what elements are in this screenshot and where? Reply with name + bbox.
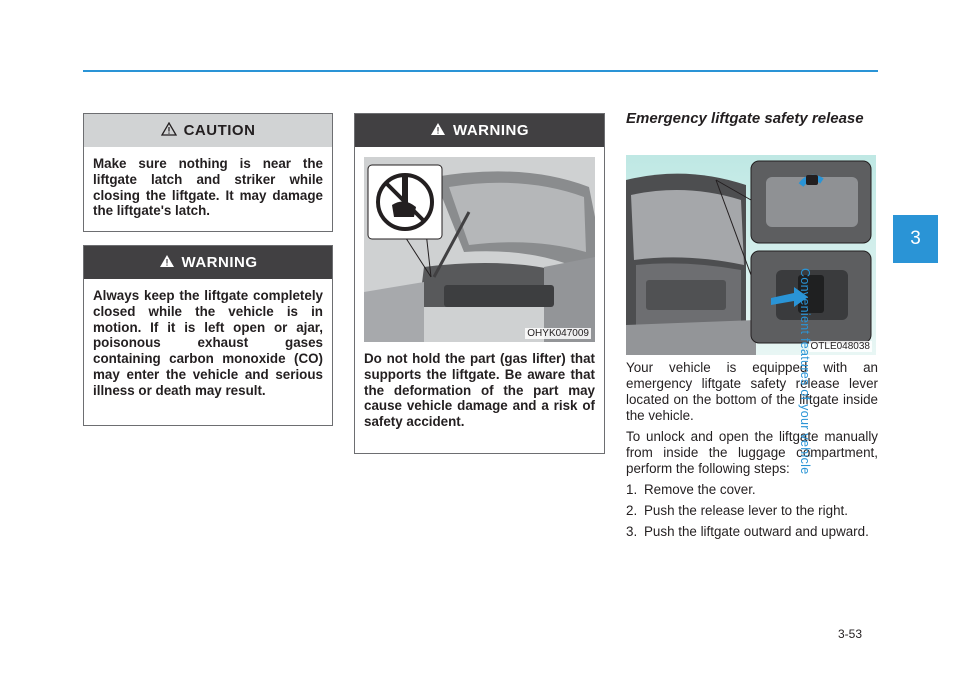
top-rule [83,70,878,72]
paragraph-intro: Your vehicle is equipped with an emergency liftgate safety release lever located on the bottom of the liftgate inside the vehicle. [626,360,878,423]
chapter-title: Convenient features of your vehicle [797,268,812,475]
liftgate-release-illustration [626,155,876,355]
caution-title: CAUTION [183,122,256,139]
section-title: Emergency liftgate safety release [626,110,864,127]
page-number: 3-53 [838,627,863,641]
warning-header [84,246,332,279]
caution-text: Make sure nothing is near the liftgate latch and striker while closing the liftgate. It may damage the liftgate's latch. [93,156,323,219]
figure-code: OHYK047009 [527,328,589,339]
paragraph-instructions: To unlock and open the liftgate manually from inside the luggage compartment, perform the following steps: [626,429,878,476]
section-body [626,360,878,545]
warning-header [355,114,604,147]
warning-triangle-icon [159,254,175,272]
warning-text: Do not hold the part (gas lifter) that supports the liftgate. Be aware that the deformation of the part may cause vehicle damage and a risk of safety accident. [364,351,595,430]
steps-list [626,482,878,540]
caution-triangle-icon [161,122,177,140]
warning-triangle-icon [430,122,446,140]
warning-text: Always keep the liftgate completely closed while the vehicle is in motion. If it is left open or ajar, poisonous exhaust gases containing carbon monoxide (CO) may enter the vehicle and serious illness or death may result. [93,288,323,398]
warning-title: WARNING [453,122,529,139]
caution-box [83,113,333,232]
figure-code: OTLE048038 [810,341,870,352]
gas-lifter-illustration [364,157,595,342]
warning-box-gas-lifter [354,113,605,454]
caution-header [84,114,332,147]
warning-box-exhaust [83,245,333,426]
chapter-tab: 3 [893,215,938,263]
list-item: 2. Push the release lever to the right. [626,503,848,518]
warning-title: WARNING [181,254,258,271]
list-item: 1. Remove the cover. [626,482,756,497]
list-item: 3. Push the liftgate outward and upward. [626,524,869,539]
